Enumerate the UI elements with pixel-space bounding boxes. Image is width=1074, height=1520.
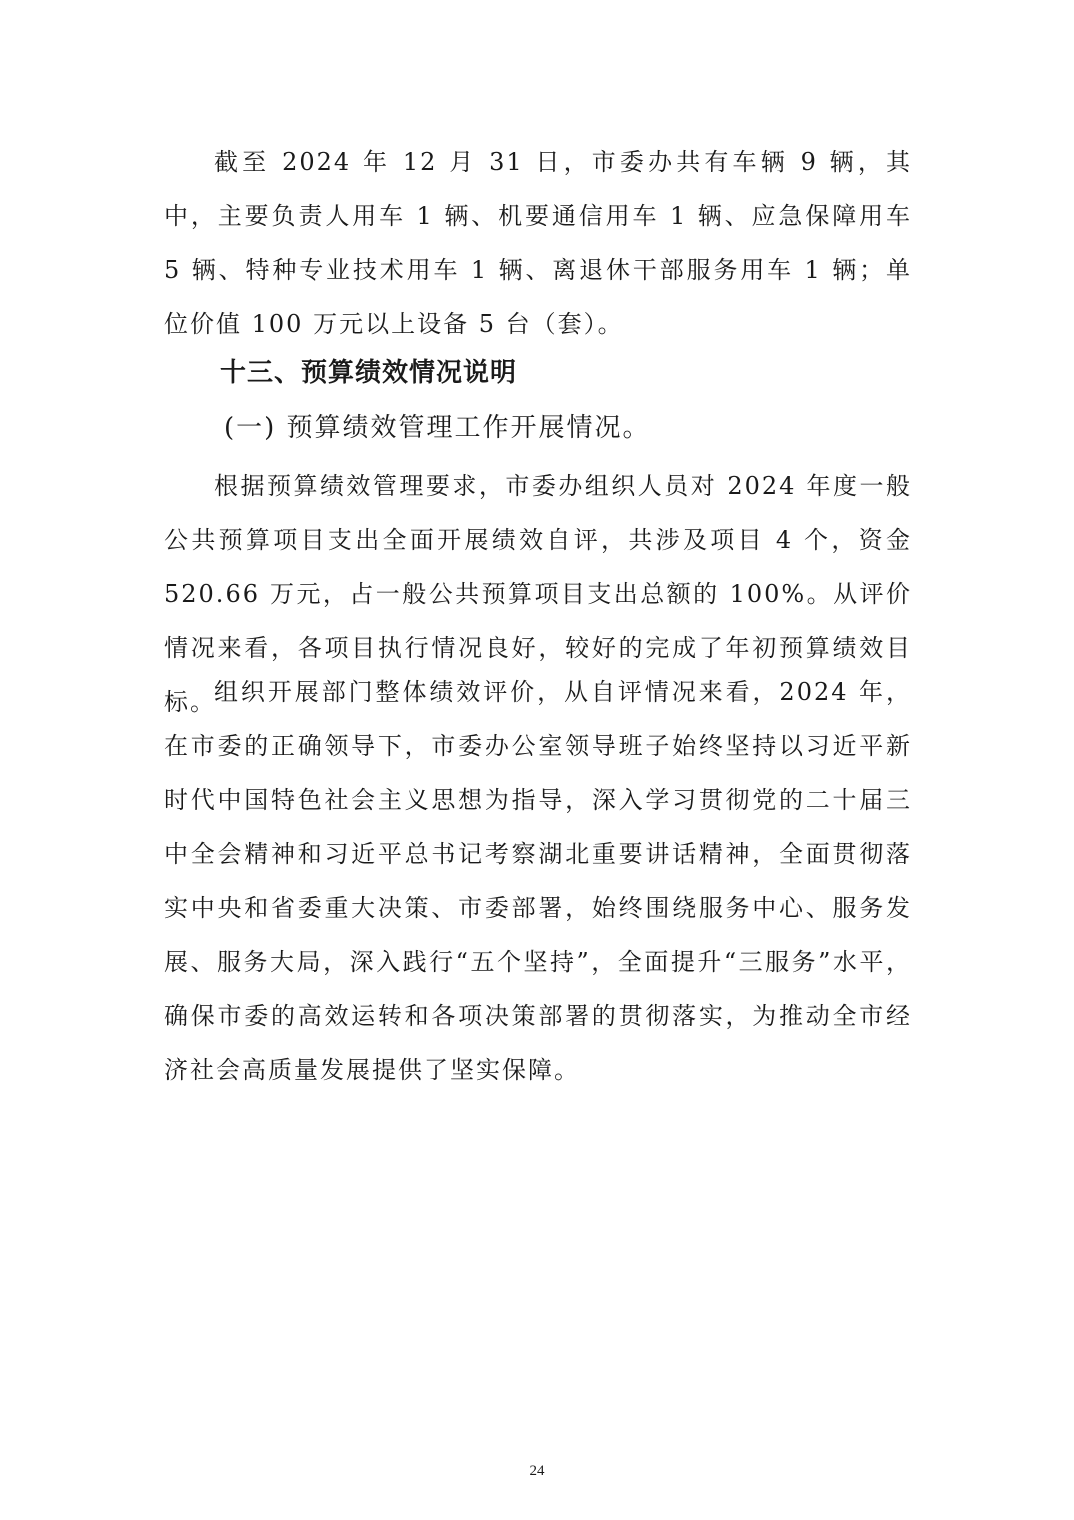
paragraph-vehicles-equipment: 截至 2024 年 12 月 31 日，市委办共有车辆 9 辆，其中，主要负责人用车 1 辆、机要通信用车 1 辆、应急保障用车 5 辆、特种专业技术用车 1 辆、离退休干部服务用车 1 辆；单位价值 100 万元以上设备 5 台（套）。 <box>164 148 912 338</box>
body-text-block <box>164 135 912 351</box>
subsection-heading: (一) 预算绩效管理工作开展情况。 <box>224 413 651 443</box>
paragraph-overall-evaluation: 组织开展部门整体绩效评价，从自评情况来看，2024 年，在市委的正确领导下，市委办公室领导班子始终坚持以习近平新时代中国特色社会主义思想为指导，深入学习贯彻党的二十届三中全会精神和习近平总书记考察湖北重要讲话精神，全面贯彻落实中央和省委重大决策、市委部署，始终围绕服务中心、服务发展、服务大局，深入践行“五个坚持”，全面提升“三服务”水平，确保市委的高效运转和各项决策部署的贯彻落实，为推动全市经济社会高质量发展提供了坚实保障。 <box>164 678 912 1084</box>
page-number: 24 <box>529 1463 545 1479</box>
section-heading: 十三、预算绩效情况说明 <box>220 358 518 388</box>
paragraph-performance-self-evaluation: 根据预算绩效管理要求，市委办组织人员对 2024 年度一般公共预算项目支出全面开展绩效自评，共涉及项目 4 个，资金 520.66 万元，占一般公共预算项目支出总额的 100%。从评价情况来看，各项目执行情况良好，较好的完成了年初预算绩效目标。 <box>164 472 912 716</box>
body-text-block <box>164 665 912 1097</box>
